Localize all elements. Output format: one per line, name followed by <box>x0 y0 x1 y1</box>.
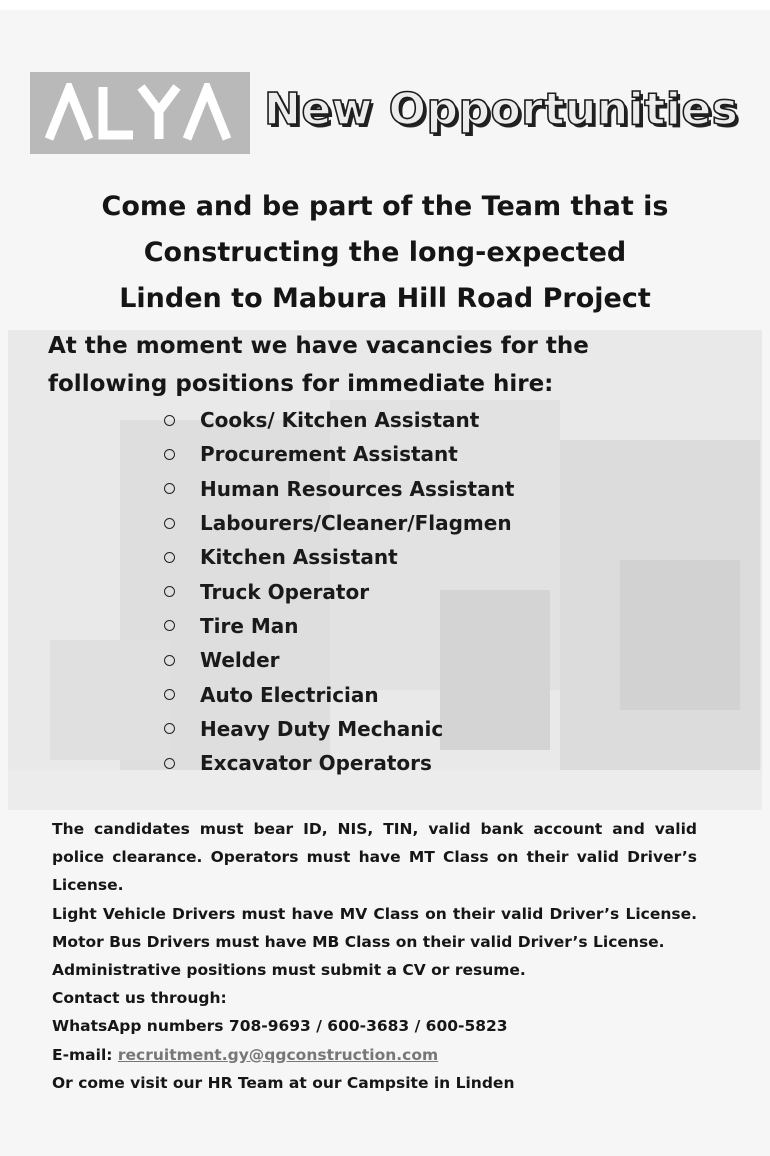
list-item <box>160 472 680 506</box>
whatsapp-numbers: WhatsApp numbers 708-9693 / 600-3683 / 600-5823 <box>52 1017 508 1036</box>
list-item <box>160 506 680 540</box>
contact-heading: Contact us through: <box>52 989 227 1008</box>
project-subheading <box>60 184 710 322</box>
email-line <box>52 1041 697 1069</box>
requirements-section <box>52 815 697 1097</box>
page-title: New Opportunities <box>264 84 739 135</box>
list-item <box>160 540 680 574</box>
bullet-icon <box>164 723 175 734</box>
email-label: E-mail: <box>52 1045 118 1064</box>
position-label: Truck Operator <box>200 579 370 604</box>
list-item <box>160 643 680 677</box>
position-label: Kitchen Assistant <box>200 545 398 570</box>
list-item <box>160 403 680 437</box>
position-label: Excavator Operators <box>200 751 432 776</box>
visit-note: Or come visit our HR Team at our Campsite in Linden <box>52 1073 515 1092</box>
subhead-line: Linden to Mabura Hill Road Project <box>119 283 651 314</box>
position-label: Human Resources Assistant <box>200 476 515 501</box>
intro-line: following positions for immediate hire: <box>48 371 554 397</box>
bullet-icon <box>164 449 175 460</box>
position-label: Auto Electrician <box>200 682 379 707</box>
admin-note: Administrative positions must submit a CV or resume. <box>52 961 526 980</box>
bullet-icon <box>164 415 175 426</box>
bullet-icon <box>164 758 175 769</box>
drivers-paragraph: Light Vehicle Drivers must have MV Class on their valid Driver’s License. Motor Bus Drivers must have MB Class on their valid Driver’s License. <box>52 904 697 951</box>
bullet-icon <box>164 655 175 666</box>
list-item <box>160 746 680 780</box>
bullet-icon <box>164 518 175 529</box>
list-item <box>160 609 680 643</box>
bullet-icon <box>164 620 175 631</box>
vacancies-intro <box>48 327 728 403</box>
subhead-line: Come and be part of the Team that is <box>101 191 669 222</box>
position-label: Heavy Duty Mechanic <box>200 716 444 741</box>
position-label: Tire Man <box>200 613 299 638</box>
position-label: Procurement Assistant <box>200 442 458 467</box>
position-label: Labourers/Cleaner/Flagmen <box>200 511 512 536</box>
list-item <box>160 712 680 746</box>
bullet-icon <box>164 483 175 494</box>
list-item <box>160 437 680 471</box>
subhead-line: Constructing the long-expected <box>143 237 627 268</box>
requirements-paragraph: The candidates must bear ID, NIS, TIN, valid bank account and valid police clearance. Operators must have MT Class on their valid Driver’s License. <box>52 820 697 895</box>
company-logo <box>30 72 250 154</box>
position-label: Cooks/ Kitchen Assistant <box>200 408 480 433</box>
alya-logo-icon <box>45 83 235 143</box>
bullet-icon <box>164 586 175 597</box>
positions-list <box>160 403 680 780</box>
position-label: Welder <box>200 648 280 673</box>
bullet-icon <box>164 689 175 700</box>
list-item <box>160 677 680 711</box>
bullet-icon <box>164 552 175 563</box>
intro-line: At the moment we have vacancies for the <box>48 333 589 359</box>
list-item <box>160 574 680 608</box>
email-link[interactable]: recruitment.gy@qgconstruction.com <box>117 1045 439 1064</box>
